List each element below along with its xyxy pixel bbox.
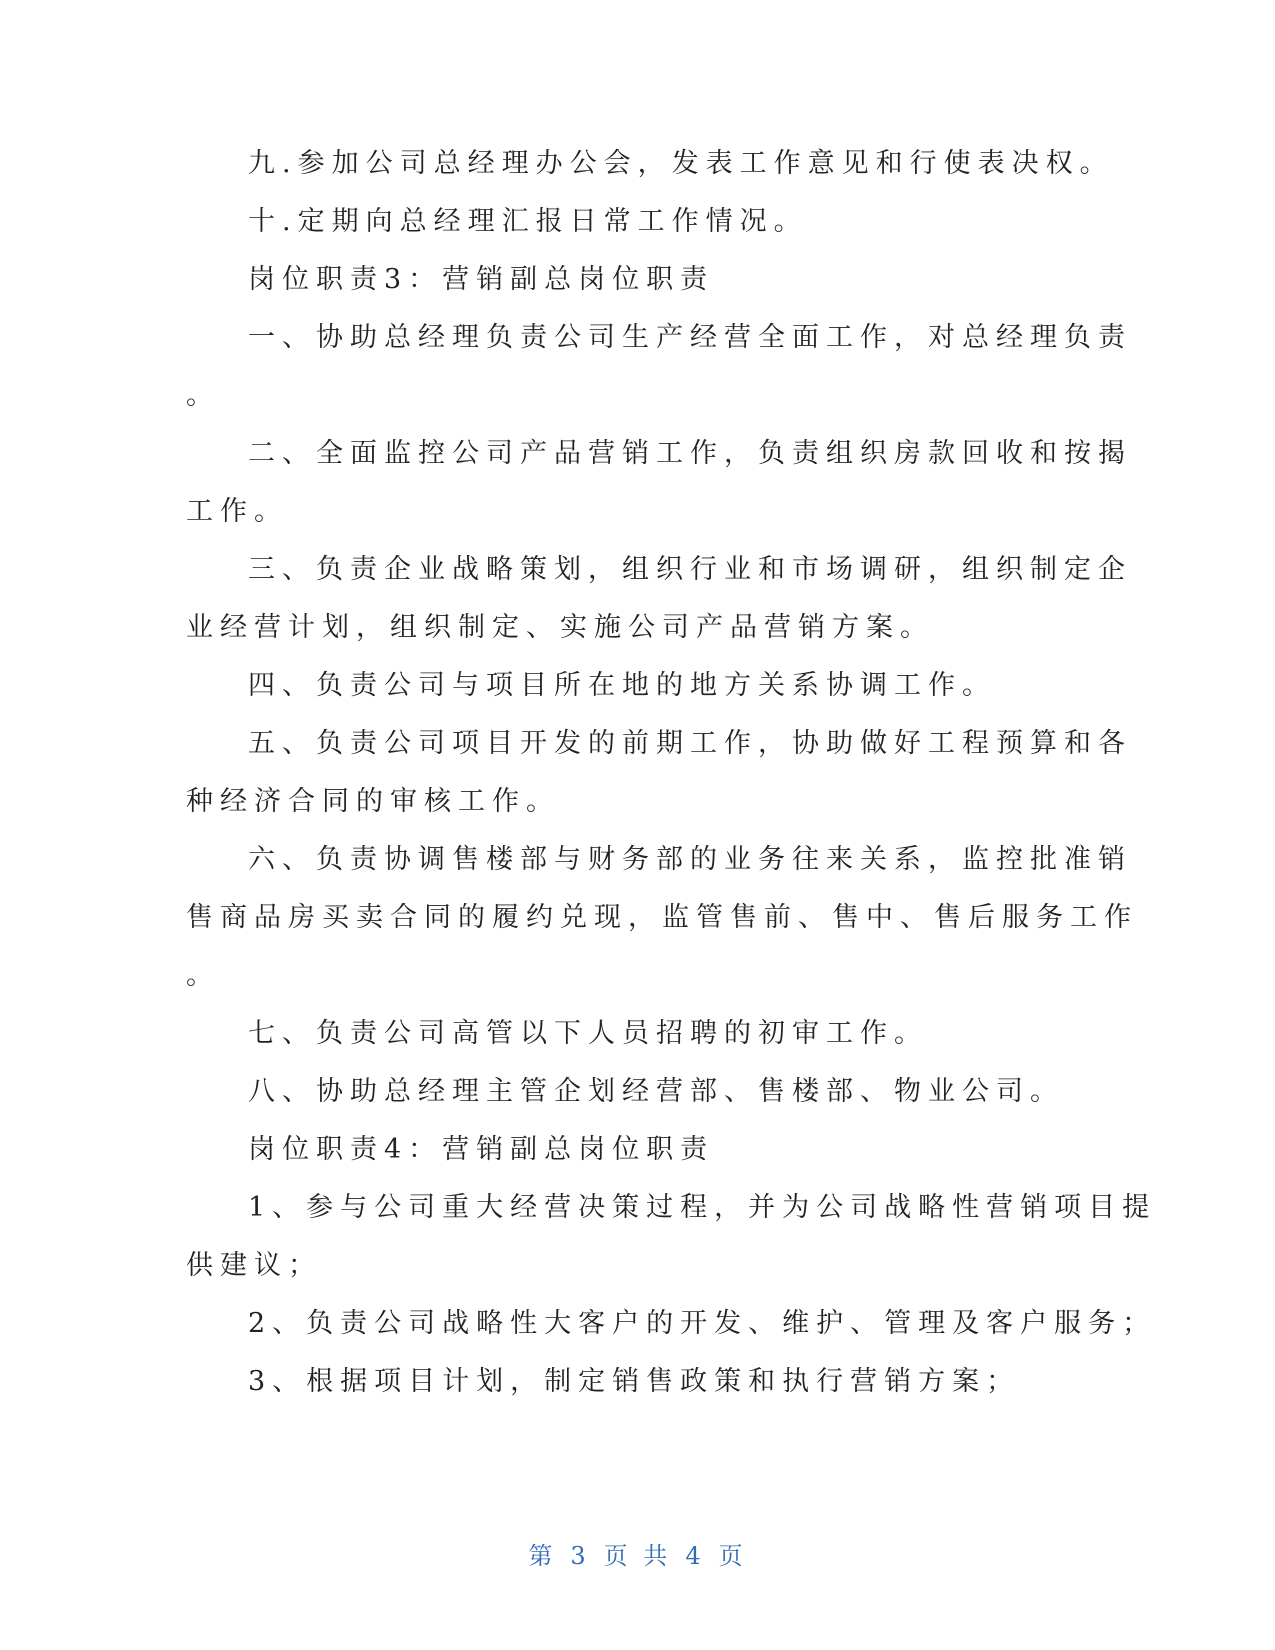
- paragraph-line: 。: [186, 380, 220, 411]
- total-pages-number: 4: [685, 1542, 705, 1570]
- paragraph-line: 供建议；: [186, 1250, 322, 1281]
- paragraph-line: 。: [186, 960, 220, 991]
- section-heading: 岗位职责3：营销副总岗位职责: [248, 264, 715, 295]
- paragraph-line: 业经营计划，组织制定、实施公司产品营销方案。: [186, 612, 934, 643]
- paragraph-line: 2、负责公司战略性大客户的开发、维护、管理及客户服务；: [248, 1308, 1157, 1339]
- paragraph-line: 工作。: [186, 496, 288, 527]
- page-footer: [0, 1540, 1275, 1572]
- footer-prefix: 第: [528, 1542, 557, 1570]
- paragraph-line: 售商品房买卖合同的履约兑现，监管售前、售中、售后服务工作: [186, 902, 1138, 933]
- paragraph-line: 一、协助总经理负责公司生产经营全面工作，对总经理负责: [248, 322, 1132, 353]
- paragraph-line: 六、负责协调售楼部与财务部的业务往来关系，监控批准销: [248, 844, 1132, 875]
- section-heading: 岗位职责4：营销副总岗位职责: [248, 1134, 715, 1165]
- footer-middle: 页 共: [603, 1542, 672, 1570]
- paragraph-line: 九.参加公司总经理办公会，发表工作意见和行使表决权。: [248, 148, 1114, 179]
- paragraph-line: 七、负责公司高管以下人员招聘的初审工作。: [248, 1018, 928, 1049]
- footer-suffix: 页: [718, 1542, 747, 1570]
- paragraph-line: 四、负责公司与项目所在地的地方关系协调工作。: [248, 670, 996, 701]
- paragraph-line: 八、协助总经理主管企划经营部、售楼部、物业公司。: [248, 1076, 1064, 1107]
- paragraph-line: 二、全面监控公司产品营销工作，负责组织房款回收和按揭: [248, 438, 1132, 469]
- paragraph-line: 种经济合同的审核工作。: [186, 786, 560, 817]
- paragraph-line: 五、负责公司项目开发的前期工作，协助做好工程预算和各: [248, 728, 1132, 759]
- paragraph-line: 1、参与公司重大经营决策过程，并为公司战略性营销项目提: [248, 1192, 1157, 1223]
- paragraph-line: 3、根据项目计划，制定销售政策和执行营销方案；: [248, 1366, 1021, 1397]
- paragraph-line: 三、负责企业战略策划，组织行业和市场调研，组织制定企: [248, 554, 1132, 585]
- paragraph-line: 十.定期向总经理汇报日常工作情况。: [248, 206, 808, 237]
- current-page-number: 3: [570, 1542, 590, 1570]
